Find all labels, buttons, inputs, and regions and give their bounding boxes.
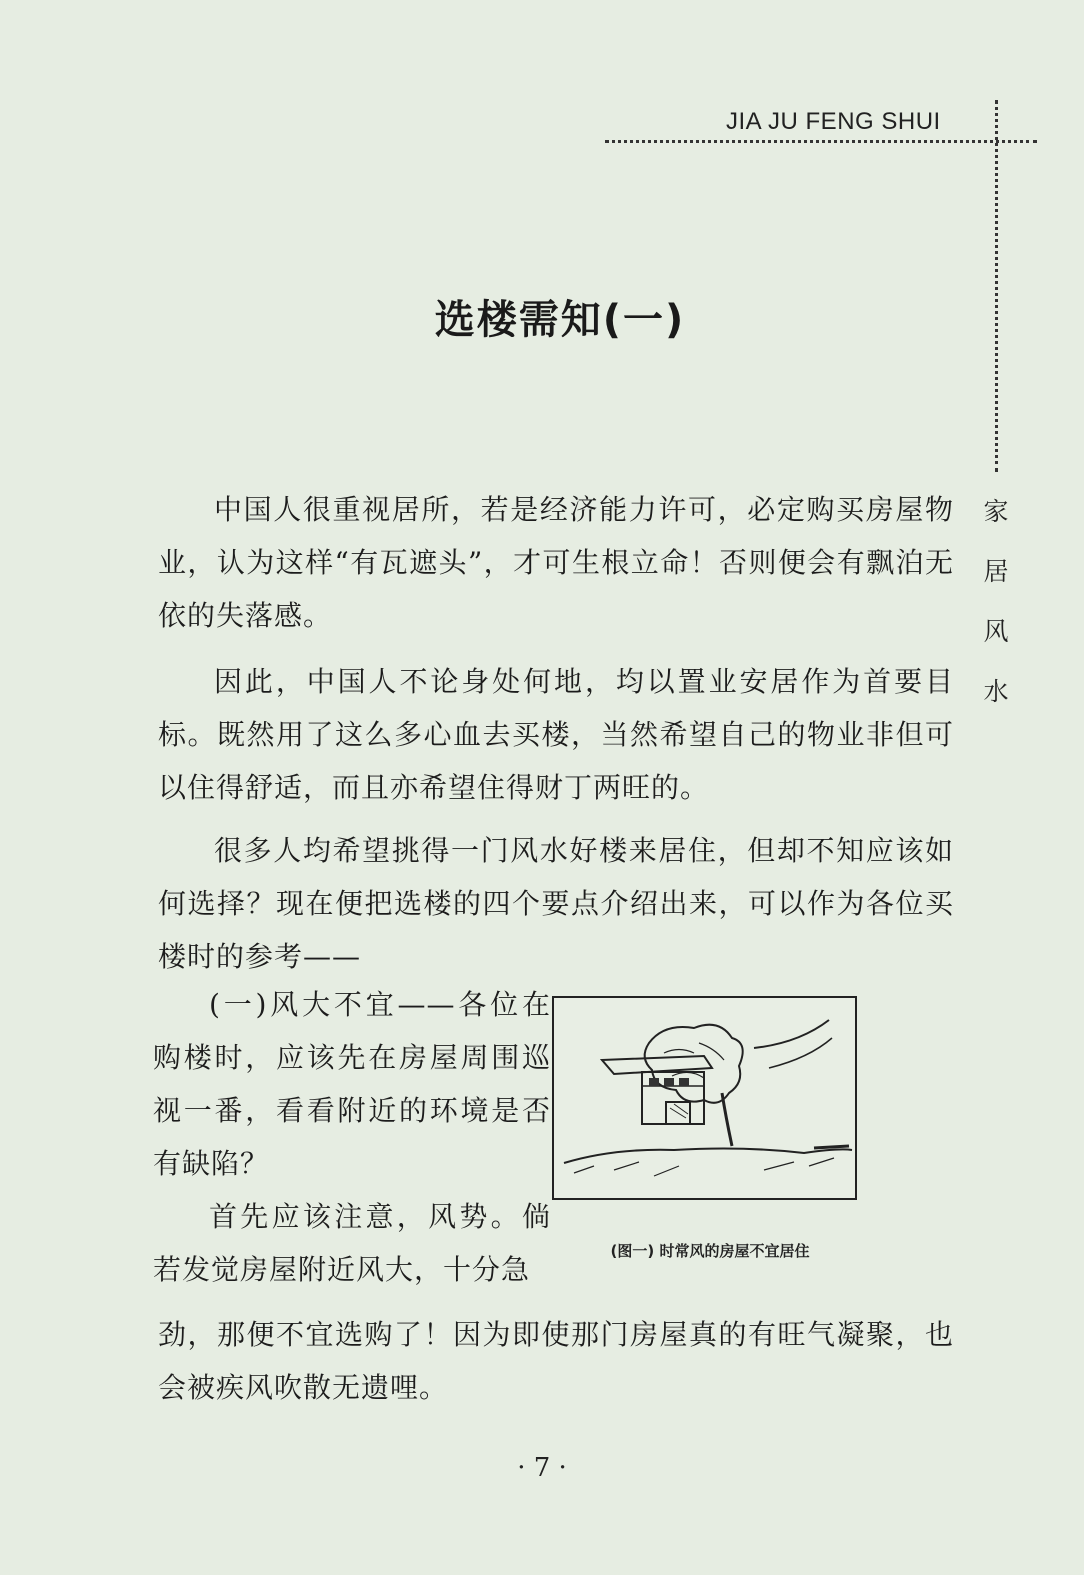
- body-paragraph: 中国人很重视居所，若是经济能力许可，必定购买房屋物业，认为这样“有瓦遮头”，才可生根立命！否则便会有飘泊无依的失落感。: [158, 493, 954, 632]
- house-in-wind-illustration: [552, 996, 857, 1200]
- side-label-char: 风: [983, 617, 1009, 646]
- side-dotted-rule: [995, 100, 998, 472]
- body-paragraph: 劲，那便不宜选购了！因为即使那门房屋真的有旺气凝聚，也会被疾风吹散无遗哩。: [158, 1318, 954, 1404]
- side-label-char: 家: [983, 497, 1009, 526]
- header-dotted-rule: [605, 140, 1037, 143]
- text-beside-figure: [153, 978, 551, 1296]
- illustration-drawing: [554, 998, 855, 1198]
- body-paragraph: 因此，中国人不论身处何地，均以置业安居作为首要目标。既然用了这么多心血去买楼，当然希望自己的物业非但可以住得舒适，而且亦希望住得财丁两旺的。: [158, 665, 954, 804]
- body-paragraph: (一)风大不宜——各位在购楼时，应该先在房屋周围巡视一番，看看附近的环境是否有缺陷？: [153, 988, 551, 1180]
- side-label-char: 居: [983, 557, 1009, 586]
- chapter-title: 选楼需知(一): [434, 297, 686, 343]
- side-label-char: 水: [983, 677, 1009, 706]
- figure-caption: (图一) 时常风的房屋不宜居住: [610, 1242, 810, 1260]
- body-paragraph: 很多人均希望挑得一门风水好楼来居住，但却不知应该如何选择？现在便把选楼的四个要点介绍出来，可以作为各位买楼时的参考——: [158, 834, 954, 973]
- side-section-label: [976, 482, 1016, 722]
- body-paragraph: 首先应该注意，风势。倘若发觉房屋附近风大，十分急: [153, 1200, 551, 1286]
- page-number: · 7 ·: [517, 1453, 567, 1483]
- running-header-title: JIA JU FENG SHUI: [726, 108, 941, 135]
